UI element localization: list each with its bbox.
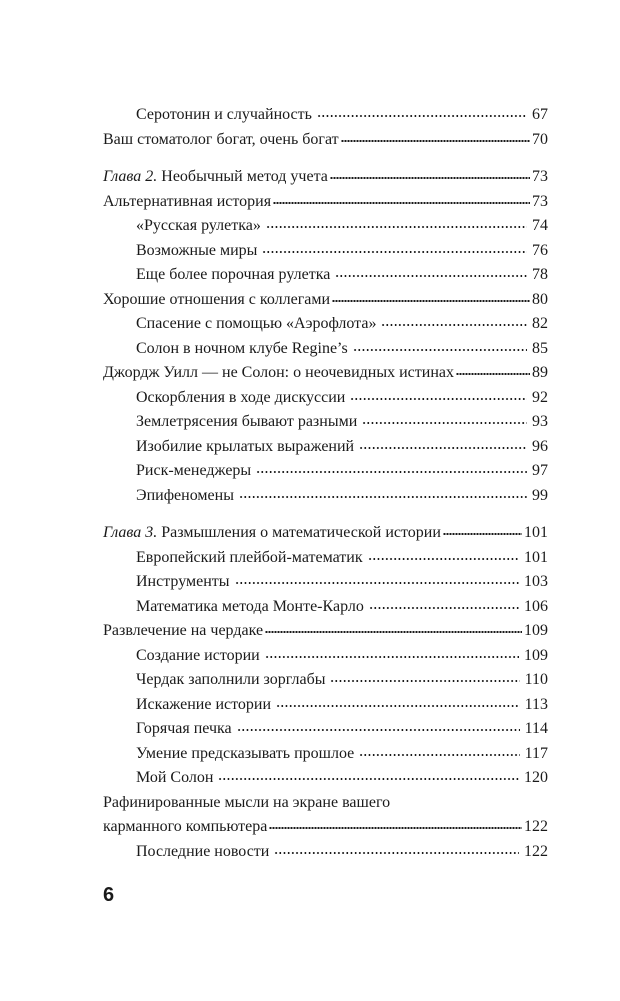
dot-leader	[235, 569, 519, 585]
toc-page-number: 96	[532, 437, 548, 455]
toc-page-number: 97	[532, 462, 548, 479]
toc-page-number: 92	[532, 388, 548, 406]
toc-page-number: 101	[524, 548, 548, 566]
toc-subentry[interactable]	[103, 693, 548, 718]
toc-subentry[interactable]	[103, 644, 548, 669]
toc-page-number: 80	[532, 290, 548, 308]
toc-subentry[interactable]	[103, 459, 548, 484]
dot-leader	[256, 458, 527, 474]
toc-page-number: 73	[532, 192, 548, 210]
toc-subentry[interactable]	[103, 263, 548, 288]
toc-page-number: 85	[532, 339, 548, 357]
dot-leader	[381, 311, 527, 327]
toc-page-number: 113	[524, 695, 548, 713]
toc-subentry[interactable]	[103, 239, 548, 264]
dot-leader	[359, 434, 527, 450]
dot-leader	[341, 127, 530, 143]
dot-leader	[456, 360, 530, 376]
toc-entry-title: Спасение с помощью «Аэрофлота»	[136, 315, 377, 332]
dot-leader	[335, 262, 527, 278]
dot-leader	[265, 618, 522, 634]
toc-subentry[interactable]	[103, 484, 548, 509]
toc-subentry[interactable]	[103, 410, 548, 435]
toc-entry-title: Изобилие крылатых выражений	[136, 437, 355, 455]
dot-leader	[276, 692, 520, 708]
dot-leader	[273, 189, 530, 205]
dot-leader	[330, 667, 519, 683]
toc-page-number: 89	[532, 364, 548, 381]
toc-subentry[interactable]	[103, 595, 548, 620]
toc-entry-title: Искажение истории	[136, 695, 272, 713]
toc-entry[interactable]	[103, 815, 548, 840]
toc-entry[interactable]	[103, 190, 548, 215]
dot-leader	[359, 741, 519, 757]
table-of-contents	[103, 103, 548, 864]
toc-entry-title: Инструменты	[136, 573, 230, 590]
toc-subentry[interactable]	[103, 103, 548, 128]
toc-entry-title: Оскорбления в ходе дискуссии	[136, 388, 346, 406]
toc-page-number: 99	[532, 486, 548, 504]
toc-entry[interactable]	[103, 361, 548, 386]
toc-entry-title: Эпифеномены	[136, 486, 234, 504]
toc-page-number: 109	[524, 646, 548, 664]
toc-subentry[interactable]	[103, 546, 548, 571]
toc-page-number: 122	[524, 818, 548, 835]
toc-entry-title: Ваш стоматолог богат, очень богат	[103, 130, 339, 148]
toc-page-number: 106	[524, 597, 548, 615]
toc-entry-title: Еще более порочная рулетка	[136, 266, 331, 283]
dot-leader	[368, 545, 519, 561]
toc-page-number: 73	[532, 168, 548, 185]
toc-entry-title: Возможные миры	[136, 241, 258, 259]
dot-leader	[265, 643, 519, 659]
toc-entry-title: Умение предсказывать прошлое	[136, 744, 355, 762]
toc-page-number: 76	[532, 241, 548, 259]
dot-leader	[266, 213, 527, 229]
toc-entry-title: карманного компьютера	[103, 818, 268, 835]
toc-subentry[interactable]	[103, 337, 548, 362]
toc-entry[interactable]	[103, 619, 548, 644]
toc-entry[interactable]	[103, 288, 548, 313]
toc-entry[interactable]	[103, 128, 548, 153]
toc-entry-title: Горячая печка	[136, 720, 232, 737]
toc-entry-title: Альтернативная история	[103, 192, 272, 210]
toc-subentry[interactable]	[103, 668, 548, 693]
toc-page-number: 122	[524, 842, 548, 860]
toc-entry-title: Последние новости	[136, 842, 270, 860]
toc-subentry[interactable]	[103, 386, 548, 411]
dot-leader	[362, 409, 527, 425]
toc-page-number: 110	[524, 671, 548, 688]
toc-entry-title: «Русская рулетка»	[136, 217, 261, 234]
dot-leader	[262, 238, 527, 254]
toc-page-number: 67	[532, 106, 548, 123]
dot-leader	[350, 385, 527, 401]
toc-page-number: 93	[532, 413, 548, 430]
toc-page-number: 114	[524, 720, 548, 737]
toc-entry-title: Хорошие отношения с коллегами	[103, 290, 331, 308]
toc-entry-title: Джордж Уилл — не Солон: о неочевидных истинах	[103, 364, 454, 381]
toc-entry-title: Математика метода Монте-Карло	[136, 597, 364, 615]
chapter-label: Глава 3.	[103, 524, 158, 541]
toc-subentry[interactable]	[103, 742, 548, 767]
dot-leader	[269, 814, 522, 830]
toc-entry[interactable]	[103, 165, 548, 190]
toc-entry-title-line	[103, 791, 548, 816]
toc-entry-title: Мой Солон	[136, 769, 214, 786]
toc-entry-title: Рафинированные мысли на экране вашего	[103, 793, 391, 811]
toc-page-number: 78	[532, 266, 548, 283]
dot-leader	[237, 716, 520, 732]
dot-leader	[353, 336, 527, 352]
toc-subentry[interactable]	[103, 840, 548, 865]
toc-subentry[interactable]	[103, 214, 548, 239]
dot-leader	[332, 287, 530, 303]
toc-subentry[interactable]	[103, 312, 548, 337]
page-number: 6	[103, 884, 115, 906]
toc-subentry[interactable]	[103, 570, 548, 595]
toc-entry-title: Землетрясения бывают разными	[136, 413, 358, 430]
toc-subentry[interactable]	[103, 766, 548, 791]
toc-entry-title: Чердак заполнили зорглабы	[136, 671, 326, 688]
dot-leader	[330, 164, 530, 180]
toc-entry-title: Солон в ночном клубе Regine’s	[136, 339, 348, 357]
toc-entry-title: Риск-менеджеры	[136, 462, 252, 479]
toc-page-number: 120	[524, 769, 548, 786]
dot-leader	[369, 594, 519, 610]
toc-page-number: 103	[524, 573, 548, 590]
toc-page-number: 109	[524, 622, 548, 639]
toc-entry-title: Европейский плейбой-математик	[136, 548, 363, 566]
toc-entry[interactable]	[103, 521, 548, 546]
toc-subentry[interactable]	[103, 717, 548, 742]
toc-entry-title	[103, 521, 441, 546]
dot-leader	[218, 765, 519, 781]
toc-subentry[interactable]	[103, 435, 548, 460]
toc-page-number: 74	[532, 217, 548, 234]
dot-leader	[443, 520, 522, 536]
chapter-label: Глава 2.	[103, 168, 158, 185]
toc-page-number: 82	[532, 315, 548, 332]
toc-page-number: 117	[524, 744, 548, 762]
toc-page-number: 70	[532, 130, 548, 148]
chapter-title: Необычный метод учета	[157, 168, 328, 185]
toc-entry-title	[103, 165, 328, 190]
dot-leader	[317, 102, 527, 118]
dot-leader	[239, 483, 527, 499]
toc-entry-title: Серотонин и случайность	[136, 106, 312, 123]
chapter-title: Размышления о математической истории	[157, 524, 441, 541]
toc-page-number: 101	[524, 524, 548, 541]
toc-entry-title: Создание истории	[136, 646, 260, 664]
toc-entry-title: Развлечение на чердаке	[103, 622, 264, 639]
dot-leader	[274, 839, 519, 855]
